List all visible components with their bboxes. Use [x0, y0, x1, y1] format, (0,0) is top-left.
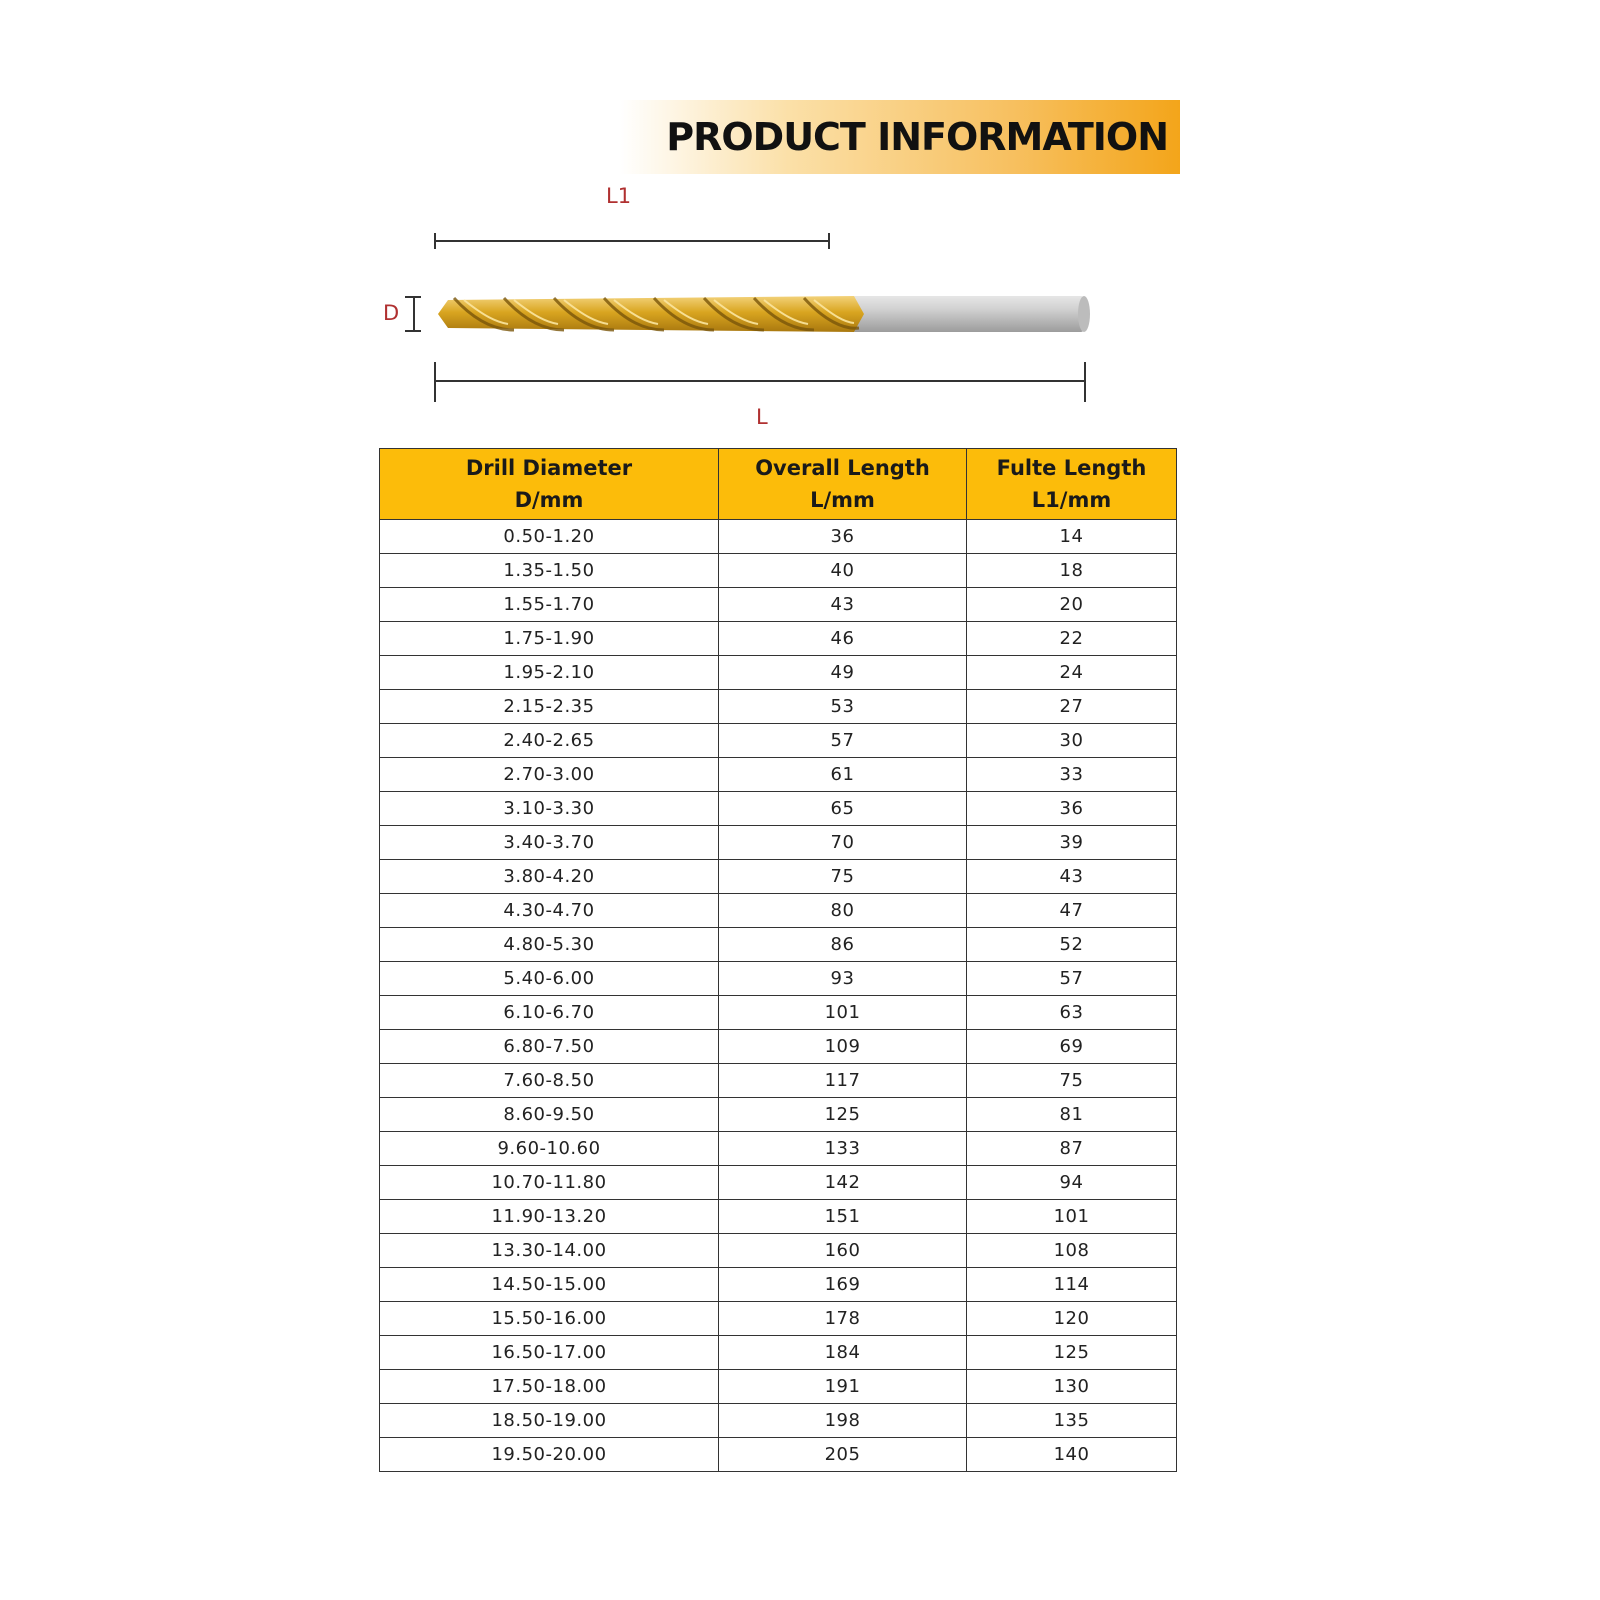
cell-flute-length: 14 [967, 520, 1177, 554]
cell-flute-length: 108 [967, 1234, 1177, 1268]
header-overall-length [719, 449, 967, 520]
cell-flute-length: 135 [967, 1404, 1177, 1438]
cell-flute-length: 75 [967, 1064, 1177, 1098]
header-line: Drill Diameter [465, 456, 633, 480]
table-row [380, 656, 1177, 690]
header-drill-diameter [380, 449, 719, 520]
cell-drill-diameter: 3.80-4.20 [380, 860, 719, 894]
table-row [380, 724, 1177, 758]
table-row [380, 792, 1177, 826]
cell-overall-length: 61 [719, 758, 967, 792]
cell-overall-length: 93 [719, 962, 967, 996]
cell-drill-diameter: 19.50-20.00 [380, 1438, 719, 1472]
l1-right-tick [828, 233, 830, 249]
cell-flute-length: 120 [967, 1302, 1177, 1336]
header-unit: L/mm [810, 488, 875, 512]
cell-overall-length: 53 [719, 690, 967, 724]
cell-flute-length: 47 [967, 894, 1177, 928]
table-row [380, 1404, 1177, 1438]
cell-overall-length: 191 [719, 1370, 967, 1404]
table-row [380, 1234, 1177, 1268]
cell-flute-length: 87 [967, 1132, 1177, 1166]
cell-flute-length: 101 [967, 1200, 1177, 1234]
cell-drill-diameter: 6.80-7.50 [380, 1030, 719, 1064]
table-row [380, 996, 1177, 1030]
l1-left-tick [434, 233, 436, 249]
header-line: Fulte Length [996, 456, 1147, 480]
cell-drill-diameter: 9.60-10.60 [380, 1132, 719, 1166]
cell-overall-length: 57 [719, 724, 967, 758]
cell-flute-length: 52 [967, 928, 1177, 962]
banner-title: PRODUCT INFORMATION [666, 115, 1168, 159]
cell-overall-length: 80 [719, 894, 967, 928]
table-row [380, 894, 1177, 928]
cell-overall-length: 70 [719, 826, 967, 860]
cell-drill-diameter: 13.30-14.00 [380, 1234, 719, 1268]
table-row [380, 554, 1177, 588]
header-flute-length [967, 449, 1177, 520]
cell-overall-length: 133 [719, 1132, 967, 1166]
d-label: D [383, 301, 400, 325]
drill-spec-table [379, 448, 1177, 1472]
cell-flute-length: 24 [967, 656, 1177, 690]
cell-overall-length: 169 [719, 1268, 967, 1302]
table-header-row [380, 449, 1177, 520]
cell-overall-length: 125 [719, 1098, 967, 1132]
cell-flute-length: 27 [967, 690, 1177, 724]
table-row [380, 1336, 1177, 1370]
d-dimension-line [413, 296, 415, 332]
cell-flute-length: 130 [967, 1370, 1177, 1404]
cell-drill-diameter: 1.75-1.90 [380, 622, 719, 656]
cell-flute-length: 125 [967, 1336, 1177, 1370]
table-row [380, 1302, 1177, 1336]
cell-drill-diameter: 14.50-15.00 [380, 1268, 719, 1302]
cell-overall-length: 117 [719, 1064, 967, 1098]
table-row [380, 962, 1177, 996]
cell-drill-diameter: 6.10-6.70 [380, 996, 719, 1030]
cell-overall-length: 178 [719, 1302, 967, 1336]
cell-flute-length: 30 [967, 724, 1177, 758]
cell-flute-length: 63 [967, 996, 1177, 1030]
cell-drill-diameter: 8.60-9.50 [380, 1098, 719, 1132]
table-row [380, 1166, 1177, 1200]
table-row [380, 1370, 1177, 1404]
cell-flute-length: 39 [967, 826, 1177, 860]
cell-drill-diameter: 4.80-5.30 [380, 928, 719, 962]
table-body [380, 520, 1177, 1472]
cell-flute-length: 22 [967, 622, 1177, 656]
cell-drill-diameter: 18.50-19.00 [380, 1404, 719, 1438]
cell-overall-length: 65 [719, 792, 967, 826]
table-row [380, 826, 1177, 860]
l-dimension-line [434, 380, 1086, 382]
cell-drill-diameter: 15.50-16.00 [380, 1302, 719, 1336]
cell-overall-length: 109 [719, 1030, 967, 1064]
twist-drill-bit-icon [434, 290, 1090, 340]
table-row [380, 860, 1177, 894]
table-row [380, 690, 1177, 724]
l-label: L [756, 405, 768, 429]
cell-drill-diameter: 5.40-6.00 [380, 962, 719, 996]
cell-drill-diameter: 2.15-2.35 [380, 690, 719, 724]
cell-flute-length: 36 [967, 792, 1177, 826]
table-row [380, 520, 1177, 554]
cell-flute-length: 114 [967, 1268, 1177, 1302]
cell-overall-length: 205 [719, 1438, 967, 1472]
cell-flute-length: 20 [967, 588, 1177, 622]
cell-drill-diameter: 0.50-1.20 [380, 520, 719, 554]
cell-drill-diameter: 10.70-11.80 [380, 1166, 719, 1200]
cell-overall-length: 49 [719, 656, 967, 690]
table-row [380, 1200, 1177, 1234]
cell-overall-length: 36 [719, 520, 967, 554]
cell-overall-length: 46 [719, 622, 967, 656]
table-row [380, 758, 1177, 792]
table-row [380, 1030, 1177, 1064]
cell-overall-length: 75 [719, 860, 967, 894]
table-row [380, 1268, 1177, 1302]
cell-overall-length: 40 [719, 554, 967, 588]
cell-drill-diameter: 4.30-4.70 [380, 894, 719, 928]
cell-drill-diameter: 2.70-3.00 [380, 758, 719, 792]
table-row [380, 928, 1177, 962]
cell-drill-diameter: 1.55-1.70 [380, 588, 719, 622]
cell-flute-length: 33 [967, 758, 1177, 792]
cell-flute-length: 140 [967, 1438, 1177, 1472]
cell-flute-length: 57 [967, 962, 1177, 996]
d-top-tick [405, 296, 421, 298]
header-line: Overall Length [755, 456, 930, 480]
cell-drill-diameter: 3.40-3.70 [380, 826, 719, 860]
cell-drill-diameter: 2.40-2.65 [380, 724, 719, 758]
cell-overall-length: 184 [719, 1336, 967, 1370]
table-row [380, 588, 1177, 622]
cell-flute-length: 94 [967, 1166, 1177, 1200]
cell-drill-diameter: 7.60-8.50 [380, 1064, 719, 1098]
cell-overall-length: 101 [719, 996, 967, 1030]
l-left-tick [434, 362, 436, 402]
table-row [380, 1098, 1177, 1132]
cell-drill-diameter: 1.35-1.50 [380, 554, 719, 588]
table-row [380, 622, 1177, 656]
product-information-banner [620, 100, 1180, 174]
cell-drill-diameter: 11.90-13.20 [380, 1200, 719, 1234]
cell-drill-diameter: 3.10-3.30 [380, 792, 719, 826]
l1-label: L1 [606, 184, 632, 208]
cell-overall-length: 86 [719, 928, 967, 962]
l-right-tick [1084, 362, 1086, 402]
l1-dimension-line [434, 240, 829, 242]
header-unit: L1/mm [1031, 488, 1112, 512]
cell-drill-diameter: 17.50-18.00 [380, 1370, 719, 1404]
cell-flute-length: 43 [967, 860, 1177, 894]
cell-overall-length: 160 [719, 1234, 967, 1268]
cell-drill-diameter: 16.50-17.00 [380, 1336, 719, 1370]
cell-overall-length: 198 [719, 1404, 967, 1438]
table-row [380, 1064, 1177, 1098]
cell-overall-length: 142 [719, 1166, 967, 1200]
table-row [380, 1132, 1177, 1166]
cell-flute-length: 18 [967, 554, 1177, 588]
cell-overall-length: 151 [719, 1200, 967, 1234]
cell-drill-diameter: 1.95-2.10 [380, 656, 719, 690]
cell-flute-length: 81 [967, 1098, 1177, 1132]
d-bottom-tick [405, 330, 421, 332]
header-unit: D/mm [514, 488, 584, 512]
table-row [380, 1438, 1177, 1472]
cell-overall-length: 43 [719, 588, 967, 622]
cell-flute-length: 69 [967, 1030, 1177, 1064]
